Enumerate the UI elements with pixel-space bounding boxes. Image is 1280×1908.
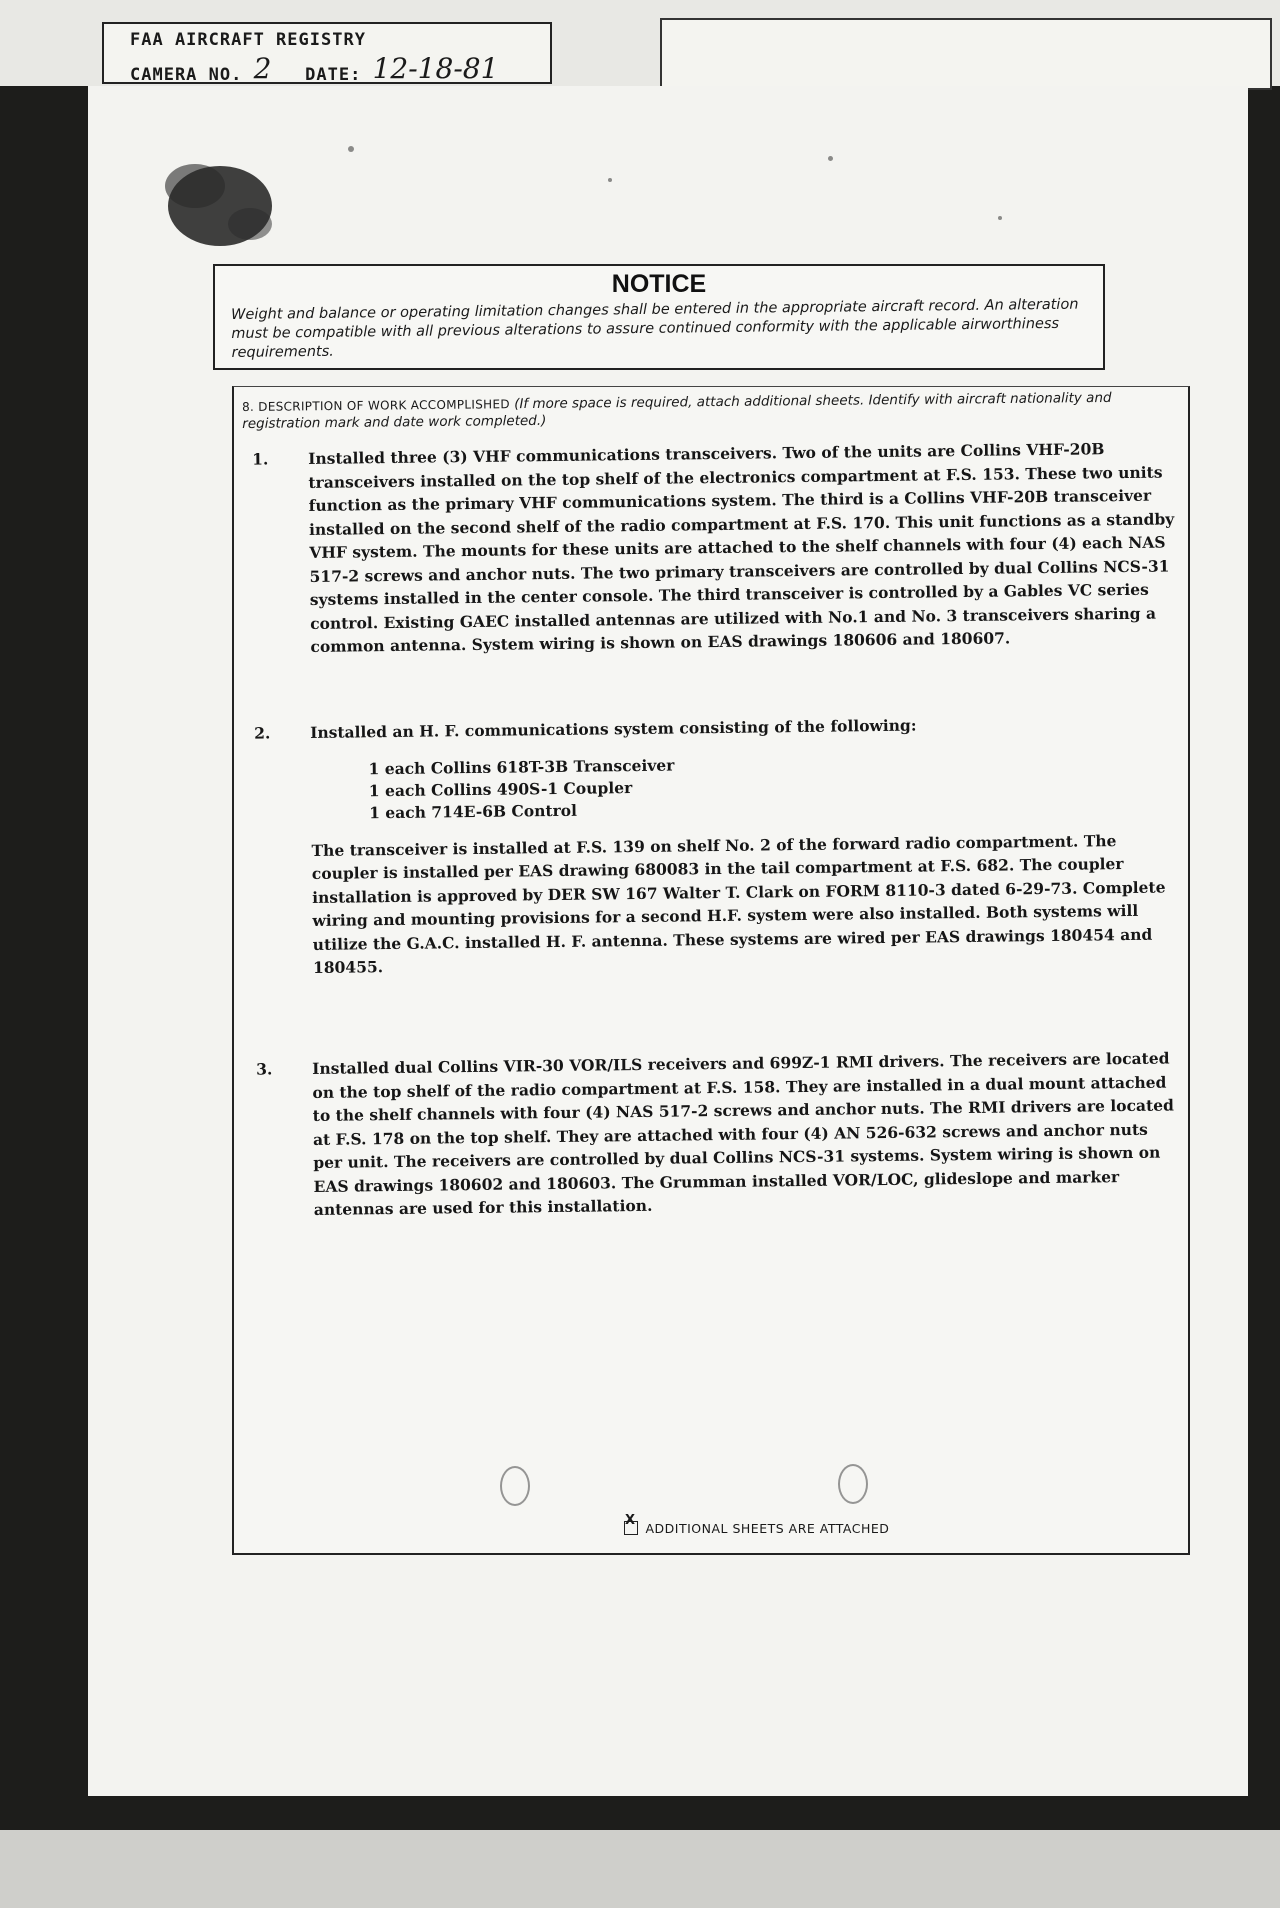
work-item-1 <box>252 436 1179 658</box>
ink-smudge <box>140 146 290 256</box>
scan-speck <box>348 146 354 152</box>
description-label: 8. DESCRIPTION OF WORK ACCOMPLISHED <box>242 397 510 414</box>
registry-stamp <box>102 22 552 84</box>
date-value: 12-18-81 <box>372 52 499 85</box>
scan-speck <box>608 178 612 182</box>
stamp-camera-date <box>130 54 498 87</box>
scan-speck <box>998 216 1002 220</box>
stamp-title: FAA AIRCRAFT REGISTRY <box>130 30 366 50</box>
date-label: DATE: <box>305 65 362 85</box>
punch-hole <box>500 1466 530 1506</box>
item-text: The transceiver is installed at F.S. 139 on shelf No. 2 of the forward radio compartment. The coupler is installed per EAS drawing 680083 in the tail compartment at F.S. 682. The coupler installation is approved by DER SW 167 Walter T. Clark on FORM 8110-3 dated 6-29-73. Complete wiring and mounting provisions for a second H.F. system were also installed. Both systems will utilize the G.A.C. installed H. F. antenna. These systems are wired per EAS drawings 180454 and 180455. <box>311 830 1166 977</box>
notice-text: Weight and balance or operating limitation changes shall be entered in the appropriate aircraft record. An alteration must be compatible with all previous alterations to assure continued conformity with the applicable airworthiness requirements. <box>231 296 1079 361</box>
scan-bottom-margin <box>0 1830 1280 1908</box>
camera-number: 2 <box>253 52 272 85</box>
camera-label: CAMERA NO. <box>130 65 243 85</box>
item-number: 2. <box>254 723 271 743</box>
notice-box <box>213 264 1105 370</box>
item-text: Installed dual Collins VIR-30 VOR/ILS receivers and 699Z-1 RMI drivers. The receivers are located on the top shelf of the radio compartment at F.S. 158. They are installed in a dual mount attached to the shelf channels with four (4) NAS 517-2 screws and anchor nuts. The RMI drivers are located at F.S. 178 on the top shelf. They are attached with four (4) AN 526-632 screws and anchor nuts per unit. The receivers are controlled by dual Collins NCS-31 systems. System wiring is shown on EAS drawings 180602 and 180603. The Grumman installed VOR/LOC, glideslope and marker antennas are used for this installation. <box>312 1048 1174 1219</box>
equipment-line: 1 each Collins 490S-1 Coupler <box>368 777 633 800</box>
form-sheet <box>88 86 1248 1796</box>
stamp-blank-box <box>660 18 1272 90</box>
item-text: Installed three (3) VHF communications transceivers. Two of the units are Collins VHF-20B transceivers installed on the top shelf of the electronics compartment at F.S. 153. These two units function as the primary VHF communications system. The third is a Collins VHF-20B transceiver installed on the second shelf of the radio compartment at F.S. 170. This unit functions as a standby VHF system. The mounts for these units are attached to the shelf channels with four (4) each NAS 517-2 screws and anchor nuts. The two primary transceivers are controlled by dual Collins NCS-31 systems installed in the center console. The third transceiver is controlled by a Gables VC series control. Existing GAEC installed antennas are utilized with No.1 and No. 3 transceivers sharing a common antenna. System wiring is shown on EAS drawings 180606 and 180607. <box>308 439 1175 656</box>
check-mark: X <box>625 1513 636 1528</box>
item-number: 1. <box>252 449 269 469</box>
equipment-line: 1 each Collins 618T-3B Transceiver <box>368 755 675 778</box>
checkbox <box>624 1513 638 1535</box>
item-number: 3. <box>256 1059 273 1079</box>
punch-hole <box>838 1464 868 1504</box>
notice-title: NOTICE <box>611 270 707 298</box>
additional-sheets-checkbox <box>624 1513 890 1536</box>
item-intro: Installed an H. F. communications system consisting of the following: <box>310 715 917 742</box>
description-header <box>242 389 1172 433</box>
equipment-list <box>368 748 1177 824</box>
description-of-work-box <box>232 386 1190 1555</box>
additional-sheets-label: ADDITIONAL SHEETS ARE ATTACHED <box>645 1521 890 1536</box>
equipment-line: 1 each 714E-6B Control <box>369 800 578 822</box>
work-item-3 <box>256 1046 1176 1221</box>
scan-speck <box>828 156 833 161</box>
work-item-2 <box>254 710 1179 979</box>
description-instructions: (If more space is required, attach additional sheets. Identify with aircraft nationality and registration mark and date work completed.) <box>242 389 1112 432</box>
